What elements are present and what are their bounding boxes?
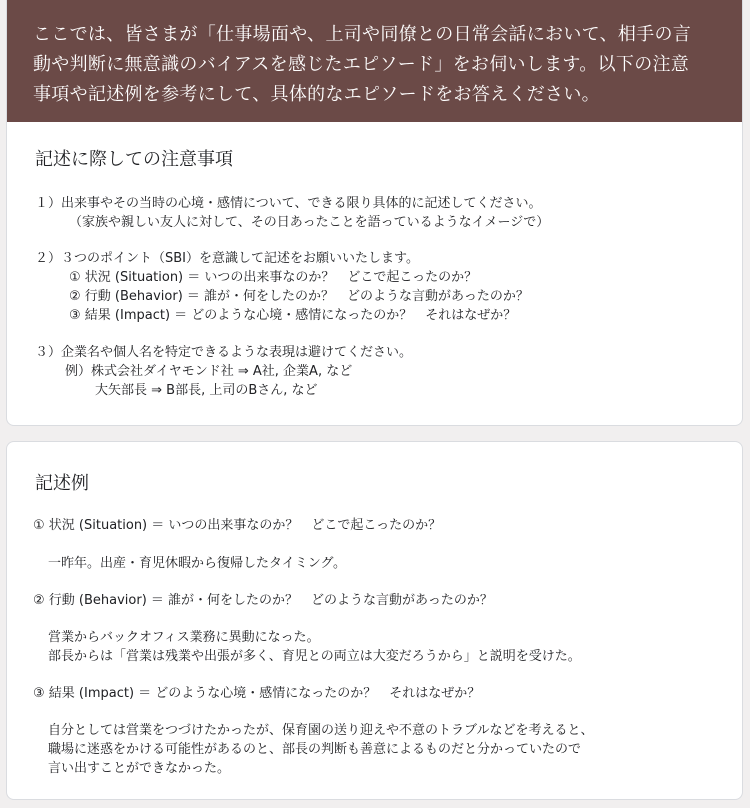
- intro-line: ここでは、皆さまが「仕事場面や、上司や同僚との日常会話において、相手の言: [33, 24, 692, 45]
- example-text: 営業からバックオフィス業務に異動になった。: [48, 630, 320, 645]
- note-subitem: 例）株式会社ダイヤモンド社 ⇒ A社, 企業A, など: [65, 364, 353, 379]
- intro-line: 事項や記述例を参考にして、具体的なエピソードをお答えください。: [33, 84, 600, 105]
- note-item: ３）企業名や個人名を特定できるような表現は避けてください。: [35, 345, 413, 360]
- note-item: ２）３つのポイント（SBI）を意識して記述をお願いいたします。: [35, 251, 419, 266]
- intro-banner: [7, 0, 742, 122]
- note-subitem: 大矢部長 ⇒ B部長, 上司のBさん, など: [95, 383, 318, 398]
- intro-line: 動や判断に無意識のバイアスを感じたエピソード」をお伺いします。以下の注意: [33, 54, 690, 75]
- notes-title: 記述に際しての注意事項: [35, 149, 233, 170]
- example-heading: ② 行動 (Behavior) ＝ 誰が・何をしたのか？ どのような言動があったのか？: [33, 593, 493, 608]
- example-text: 自分としては営業をつづけたかったが、保育園の送り迎えや不意のトラブルなどを考えると、: [48, 723, 594, 738]
- note-subitem: （家族や親しい友人に対して、その日あったことを語っているようなイメージで）: [69, 215, 550, 230]
- note-item: １）出来事やその当時の心境・感情について、できる限り具体的に記述してください。: [35, 196, 542, 211]
- example-heading: ③ 結果 (Impact) ＝ どのような心境・感情になったのか？ それはなぜか？: [33, 686, 481, 701]
- example-card: [6, 441, 743, 800]
- example-text: 部長からは「営業は残業や出張が多く、育児との両立は大変だろうから」と説明を受けた。: [48, 649, 581, 664]
- notes-card: [6, 0, 743, 426]
- example-title: 記述例: [35, 473, 89, 494]
- example-text: 言い出すことができなかった。: [48, 761, 231, 776]
- example-heading: ① 状況 (Situation) ＝ いつの出来事なのか？ どこで起こったのか？: [33, 518, 442, 533]
- note-subitem: ③ 結果 (Impact) ＝ どのような心境・感情になったのか？ それはなぜか？: [69, 308, 517, 323]
- note-subitem: ② 行動 (Behavior) ＝ 誰が・何をしたのか？ どのような言動があったのか？: [69, 289, 529, 304]
- example-text: 職場に迷惑をかける可能性があるのと、部長の判断も善意によるものだと分かっていたので: [48, 742, 582, 757]
- note-subitem: ① 状況 (Situation) ＝ いつの出来事なのか？ どこで起こったのか？: [69, 270, 478, 285]
- example-text: 一昨年。出産・育児休暇から復帰したタイミング。: [48, 556, 346, 571]
